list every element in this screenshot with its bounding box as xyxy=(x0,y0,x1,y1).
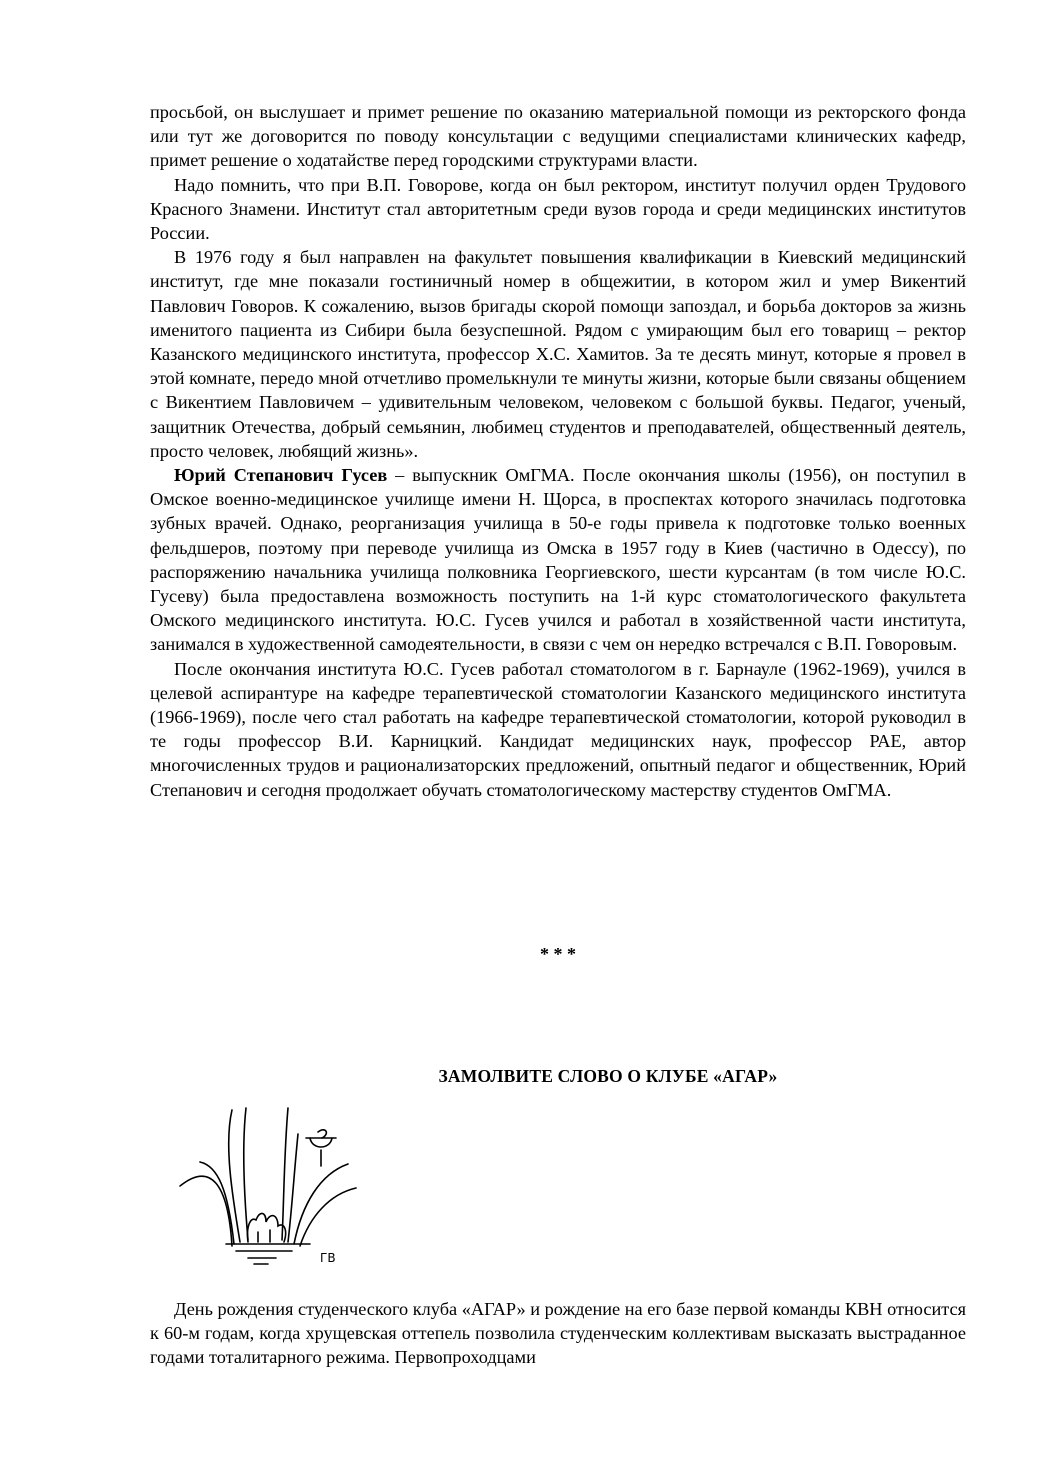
paragraph-2: Надо помнить, что при В.П. Говорове, когда он был ректором, институт получил орден Трудового Красного Знамени. Институт стал авторитетным среди вузов города и среди медицинских институтов России. xyxy=(150,174,966,244)
paragraph-4 xyxy=(150,463,966,657)
paragraph-5: После окончания института Ю.С. Гусев работал стоматологом в г. Барнауле (1962-1969), учился в целевой аспирантуре на кафедре терапевтической стоматологии Казанского медицинского института (1966-1969), после чего стал работать на кафедре терапевтической стоматологии, которой руководил в те годы профессор В.И. Карницкий. Кандидат медицинских наук, профессор РАЕ, автор многочисленных трудов и рационализаторских предложений, опытный педагог и общественник, Юрий Степанович и сегодня продолжает обучать стоматологическому мастерству студентов ОмГМА. xyxy=(150,658,966,800)
agar-club-logo-icon xyxy=(170,1104,360,1274)
person-name: Юрий Степанович Гусев xyxy=(174,465,388,486)
paragraph-3: В 1976 году я был направлен на факультет повышения квалификации в Киевский медицинский институт, где мне показали гостиничный номер в общежитии, в котором жил и умер Викентий Павлович Говоров. К сожалению, вызов бригады скорой помощи запоздал, и борьба докторов за жизнь именитого пациента из Сибири была безуспешной. Рядом с умирающим был его товарищ – ректор Казанского медицинского института, профессор Х.С. Хамитов. За те десять минут, которые я провел в этой комнате, передо мной отчетливо промелькнули те минуты жизни, которые были связаны общением с Викентием Павловичем – удивительным человеком, человеком с большой буквы. Педагог, ученый, защитник Отечества, добрый семьянин, любимец студентов и преподавателей, общественный деятель, просто человек, любящий жизнь». xyxy=(150,247,966,461)
section-separator: * * * xyxy=(540,944,576,964)
section-title: ЗАМОЛВИТЕ СЛОВО О КЛУБЕ «АГАР» xyxy=(438,1066,778,1086)
paragraph-1: просьбой, он выслушает и примет решение по оказанию материальной помощи из ректорского фонда или тут же договорится по поводу консультации с ведущими специалистами клинических кафедр, примет решение о ходатайстве перед городскими структурами власти. xyxy=(150,102,966,171)
text-block-upper xyxy=(150,100,966,802)
paragraph-6: День рождения студенческого клуба «АГАР» и рождение на его базе первой команды КВН относится к 60-м годам, когда хрущевская оттепель позволила студенческим коллективам высказать выстраданное годами тоталитарного режима. Первопроходцами xyxy=(150,1299,966,1368)
paragraph-4-text: – выпускник ОмГМА. После окончания школы (1956), он поступил в Омское военно-медицинское училище имени Н. Щорса, в проспектах которого значилась подготовка зубных врачей. Однако, реорганизация училища в 50-е годы привела к подготовке только военных фельдшеров, поэтому при переводе училища из Омска в 1957 году в Киев (частично в Одессу), по распоряжению начальника училища полковника Георгиевского, шести курсантам (в том числе Ю.С. Гусеву) была предоставлена возможность поступить на 1-й курс стоматологического факультета Омского медицинского института. Ю.С. Гусев учился и работал в хозяйственной части института, занимался в художественной самодеятельности, в связи с чем он нередко встречался с В.П. Говоровым. xyxy=(150,465,966,655)
text-block-lower xyxy=(150,1297,966,1370)
logo-initials: ГВ xyxy=(320,1251,336,1265)
